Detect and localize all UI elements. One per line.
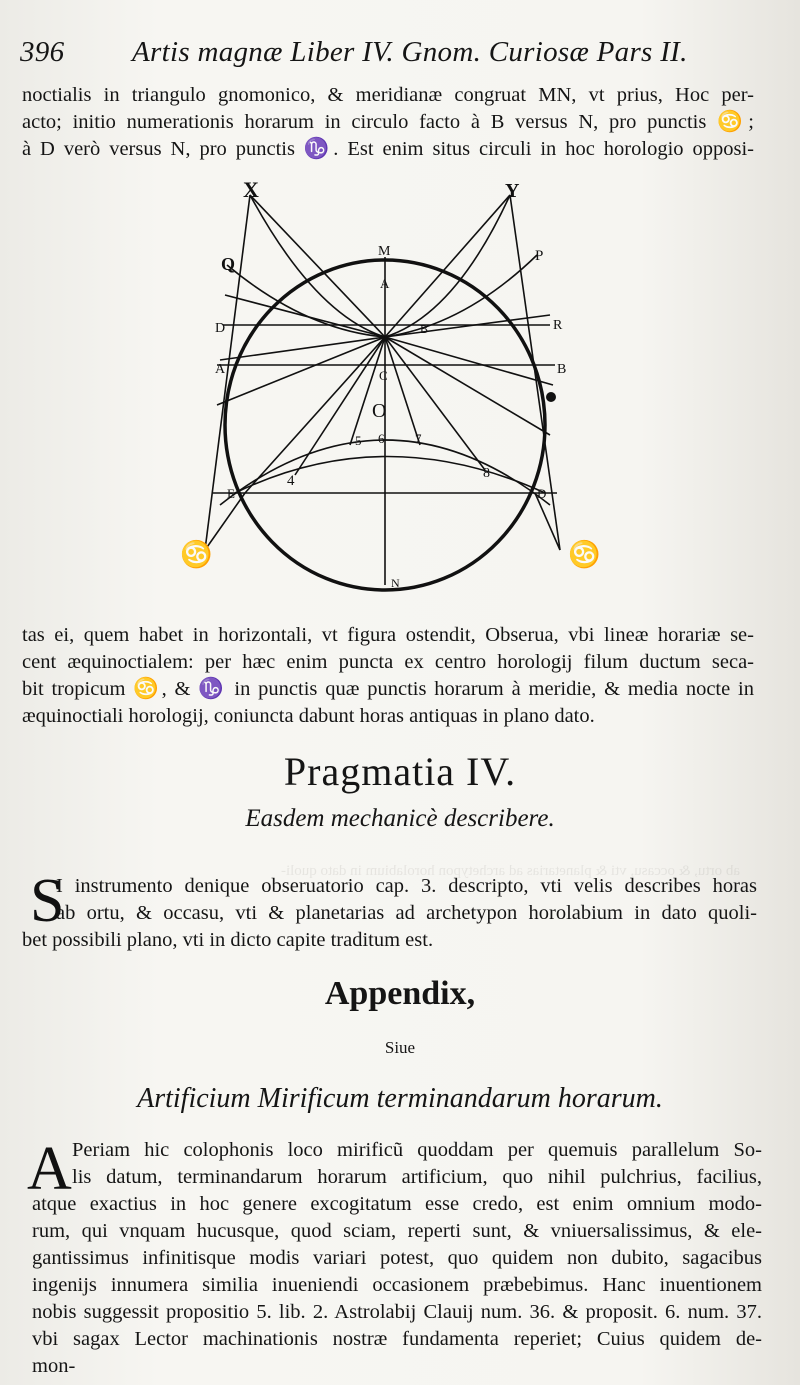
text-line: gantissimus infinitisque modis variari potest, quo quidem non dubito, sagacibus — [32, 1247, 762, 1269]
label-6: 6 — [378, 431, 385, 446]
text-line: tas ei, quem habet in horizontali, vt figura ostendit, Obserua, vbi lineæ horariæ se- — [22, 624, 754, 646]
label-8: 8 — [483, 466, 490, 481]
label-a: A — [380, 276, 390, 291]
label-n: N — [391, 576, 400, 590]
text-line: à D verò versus N, pro punctis ♑. Est enim situs circuli in hoc horologio opposi- — [22, 138, 754, 160]
appendix-dropcap: A — [27, 1135, 72, 1203]
text-line: vbi sagax Lector machinationis nostræ fundamenta reperiet; Cuius quidem de- — [32, 1328, 762, 1350]
page-number: 396 — [20, 36, 65, 68]
catchword: mon- — [32, 1355, 76, 1377]
appendix-subtitle: Artificium Mirificum terminandarum horarum. — [137, 1083, 663, 1114]
appendix-title: Appendix, — [324, 975, 476, 1012]
label-y: Y — [505, 180, 520, 202]
text-line: æquinoctiali horologij, coniuncta dabunt horas antiquas in plano dato. — [22, 705, 595, 727]
label-7: 7 — [415, 431, 422, 446]
text-line: bet possibili plano, vti in dicto capite traditum est. — [22, 929, 434, 951]
text-line: Periam hic colophonis loco mirificũ quoddam per quemuis parallelum So- — [72, 1139, 762, 1161]
label-b: B — [420, 322, 429, 336]
running-title: Artis magnæ Liber IV. Gnom. Curiosæ Pars II. — [132, 36, 688, 68]
text-line: lis datum, terminandarum horarum artificium, quo nihil pulchrius, facilius, — [72, 1166, 762, 1188]
label-o: O — [372, 400, 387, 422]
text-line: atque exactius in hoc genere excogitatum esse credo, est enim omnium modo- — [32, 1193, 762, 1215]
bleed-through-text: ab ortu, & occasu, vti & planetarias ad archetypon horolabium in dato quoli- — [280, 863, 740, 879]
text-line: rum, qui vnquam hucusque, quod sciam, reperti sunt, & vniuersalissimus, & ele- — [32, 1220, 762, 1242]
appendix-siue: Siue — [384, 1038, 416, 1057]
label-q: Q — [221, 254, 236, 274]
pragmatia-subtitle: Easdem mechanicè describere. — [245, 805, 555, 832]
text-line: nobis suggessit propositio 5. lib. 2. Astrolabij Clauij num. 36. & proposit. 6. num. 37. — [32, 1301, 762, 1323]
text-line: bit tropicum ♋, & ♑ in punctis quæ punctis horarum à meridie, & media nocte in — [22, 678, 754, 700]
text-line: ab ortu, & occasu, vti & planetarias ad archetypon horolabium in dato quoli- — [56, 902, 757, 924]
text-line: ingenijs innumera similia inueniendi occasionem præbebimus. Hanc inuentionem — [32, 1274, 762, 1296]
text-line: I instrumento denique obseruatorio cap. 3. descripto, vti velis describes horas — [56, 875, 757, 897]
label-m: M — [378, 244, 391, 259]
label-d: D — [215, 321, 226, 336]
pragmatia-dropcap: S — [30, 867, 65, 935]
label-cancer-left: ♋ — [180, 540, 213, 569]
paragraph-top — [22, 82, 754, 163]
running-header — [20, 36, 760, 76]
appendix-paragraph — [32, 1137, 762, 1380]
label-5: 5 — [355, 433, 362, 448]
paragraph-after-figure — [22, 622, 754, 730]
text-line: noctialis in triangulo gnomonico, & meridianæ congruat MN, vt prius, Hoc per- — [22, 84, 754, 106]
label-c: C — [379, 368, 388, 383]
pragmatia-paragraph — [22, 873, 757, 954]
label-4: 4 — [287, 473, 295, 489]
label-r: R — [553, 318, 563, 333]
text-line: acto; initio numerationis horarum in circulo facto à B versus N, pro punctis ♋; — [22, 111, 754, 133]
text-line: cent æquinoctialem: per hæc enim puncta ex centro horologij filum ductum seca- — [22, 651, 754, 673]
label-d2: D — [537, 486, 547, 501]
label-cancer-right: ♋ — [568, 540, 601, 569]
label-x: X — [243, 177, 259, 202]
label-e: E — [227, 486, 235, 501]
marker-dot — [546, 392, 556, 402]
label-a2: A — [215, 362, 226, 377]
label-b2: B — [557, 362, 567, 377]
gnomonic-figure — [165, 175, 615, 595]
label-p: P — [535, 248, 544, 264]
pragmatia-title: Pragmatia IV. — [283, 749, 517, 794]
